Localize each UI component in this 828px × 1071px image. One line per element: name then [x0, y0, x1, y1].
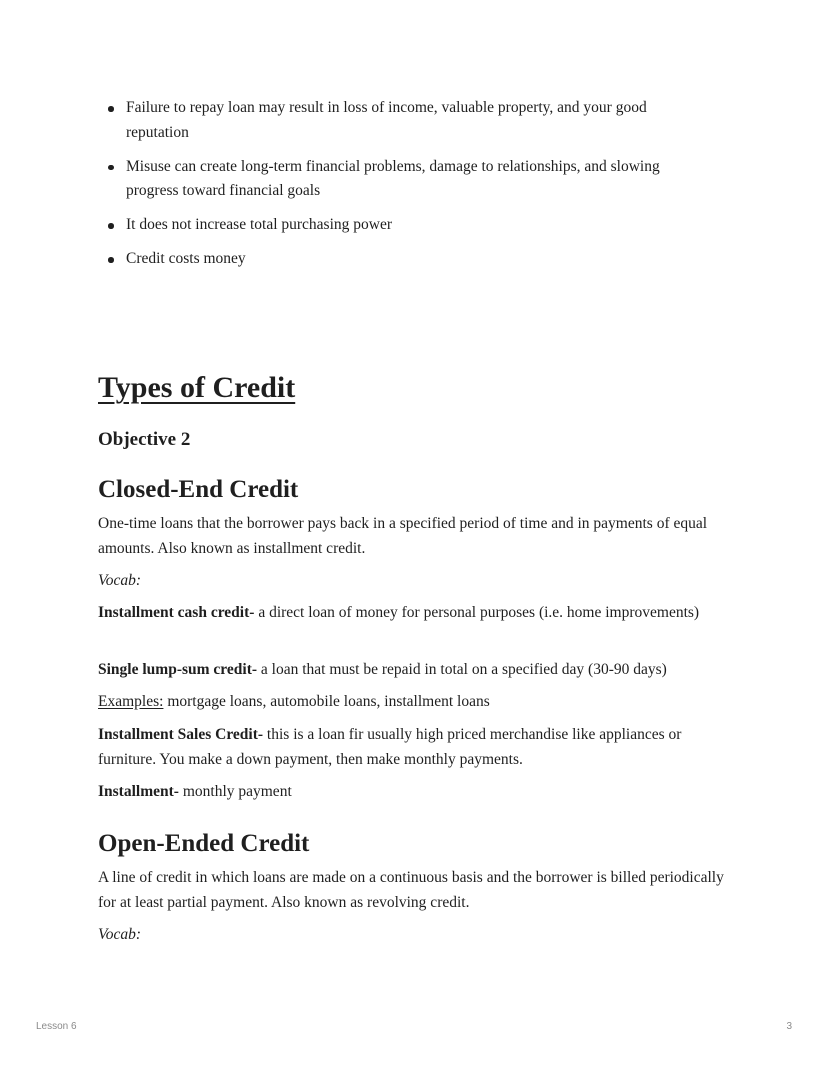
vocab-entry-installment [98, 780, 728, 805]
vocab-term: Installment cash credit- [98, 604, 255, 621]
closed-end-description: One-time loans that the borrower pays back in a specified period of time and in payments of equal amounts. Also known as installment credit. [98, 515, 708, 557]
footer-lesson-label: Lesson 6 [36, 1021, 77, 1032]
footer-page-number: 3 [786, 1021, 792, 1032]
vocab-term: Single lump-sum credit- [98, 661, 258, 678]
closed-end-heading: Closed-End Credit [98, 476, 299, 503]
vocab-definition: a loan that must be repaid in total on a specified day (30-90 days) [257, 661, 667, 678]
list-item: Misuse can create long-term financial problems, damage to relationships, and slowing progress toward financial goals [98, 155, 698, 204]
section-title: Types of Credit [98, 371, 296, 404]
vocab-entry-single-lump-sum-credit [98, 658, 728, 683]
vocab-definition: a direct loan of money for personal purposes (i.e. home improvements) [254, 604, 700, 621]
vocab-entry-installment-cash-credit [98, 601, 728, 626]
objective-label: Objective 2 [98, 429, 191, 450]
open-ended-description: A line of credit in which loans are made on a continuous basis and the borrower is billed periodically for at least partial payment. Also known as revolving credit. [98, 869, 724, 911]
list-item: Failure to repay loan may result in loss of income, valuable property, and your good reputation [98, 96, 698, 145]
open-ended-vocab-label: Vocab: [98, 926, 142, 943]
vocab-definition: monthly payment [178, 783, 292, 800]
examples-label: Examples: [98, 693, 164, 710]
closed-end-vocab-label: Vocab: [98, 572, 142, 589]
vocab-entry-installment-sales-credit [98, 723, 728, 772]
examples-text: mortgage loans, automobile loans, installment loans [163, 693, 490, 710]
vocab-term: Installment Sales Credit- [98, 726, 264, 743]
examples-line [98, 690, 728, 715]
vocab-term: Installment- [98, 783, 179, 800]
disadvantages-list [98, 96, 698, 281]
list-item: It does not increase total purchasing power [98, 213, 698, 238]
vocab-definition: this is a loan fir usually high priced merchandise like appliances or furniture. You make a down payment, then make monthly payments. [98, 726, 682, 768]
open-ended-heading: Open-Ended Credit [98, 830, 310, 857]
list-item: Credit costs money [98, 247, 698, 272]
